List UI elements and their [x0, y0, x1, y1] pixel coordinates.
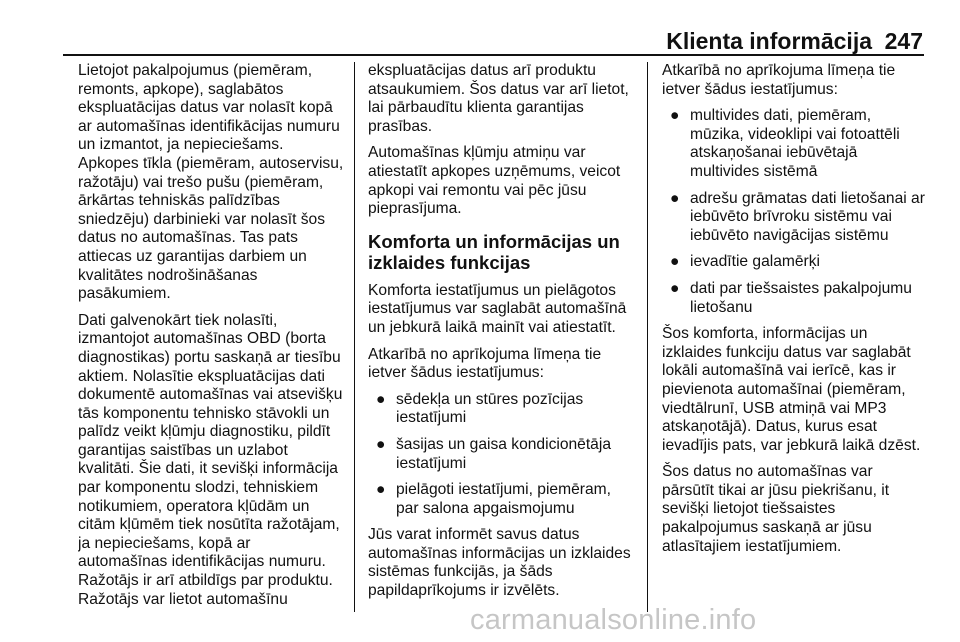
- column-left: [78, 62, 344, 618]
- list-item: [368, 391, 634, 428]
- list-item-text: šasijas un gaisa kondicionētāja iestatījumi: [396, 435, 611, 472]
- column-divider: [354, 62, 355, 612]
- paragraph: Komforta iestatījumus un pielāgotos iestatījumus var saglabāt automašīnā un jebkurā laikā mainīt vai atiestatīt.: [368, 281, 627, 336]
- bullet-icon: ●: [670, 253, 680, 271]
- paragraph: Dati galvenokārt tiek nolasīti, izmantojot automašīnas OBD (borta diagnostikas) portu saskaņā ar tiesību aktiem. Nolasītie ekspluatācijas dati dokumentē automašīnas vai atsevišķu tās komponentu tehnisko stāvokli un palīdz veikt kļūmju diagnostiku, pildīt garantijas saistības un uzlabot kvalitāti. Šie dati, it sevišķi informācija par komponentu slodzi, tehniskiem notikumiem, operatora kļūdām un citām kļūmēm tiek nosūtīta ražotājam, ja nepieciešams, kopā ar automašīnas identifikācijas numuru. Ražotājs ir arī atbildīgs par produktu. Ražotājs var lietot automašīnu: [78, 311, 343, 608]
- bullet-list: [368, 391, 634, 519]
- column-right: [662, 62, 928, 618]
- bullet-icon: ●: [376, 435, 386, 453]
- page-number: 247: [884, 28, 923, 54]
- paragraph: Automašīnas kļūmju atmiņu var atiestatīt apkopes uzņēmums, veicot apkopi vai remontu vai pēc jūsu pieprasījuma.: [368, 144, 621, 218]
- column-divider: [647, 62, 648, 612]
- bullet-icon: ●: [670, 189, 680, 207]
- bullet-icon: ●: [670, 279, 680, 297]
- list-item: [662, 107, 928, 181]
- paragraph: Šos komforta, informācijas un izklaides funkciju datus var saglabāt lokāli automašīnā vai ierīcē, kas ir pievienota automašīnai (piemēram, viedtālrunī, USB atmiņā vai MP3 atskaņotājā). Datus, kurus esat ievadījis pats, var jebkurā laikā dzēst.: [662, 325, 921, 454]
- paragraph: Šos datus no automašīnas var pārsūtīt tikai ar jūsu piekrišanu, it sevišķi lietojot tiešsaistes pakalpojumus saskaņā ar jūsu atlasītajiem iestatījumiem.: [662, 463, 890, 555]
- bullet-icon: ●: [670, 107, 680, 125]
- bullet-list: [662, 107, 928, 317]
- list-item: [368, 436, 634, 473]
- list-item: [662, 280, 928, 317]
- list-item-text: adrešu grāmatas dati lietošanai ar iebūvēto brīvroku sistēmu vai iebūvēto navigācijas sistēmu: [690, 189, 925, 244]
- watermark: carmanualsonline.info: [470, 604, 757, 636]
- page-header: [0, 0, 960, 58]
- paragraph: Jūs varat informēt savus datus automašīnas informācijas un izklaides sistēmas funkcijās, ja šāds papildaprīkojums ir izvēlēts.: [368, 526, 631, 600]
- column-middle: [368, 62, 634, 618]
- list-item: [368, 481, 634, 518]
- paragraph: ekspluatācijas datus arī produktu atsaukumiem. Šos datus var arī lietot, lai pārbaudītu klienta garantijas prasības.: [368, 62, 629, 135]
- list-item-text: sēdekļa un stūres pozīcijas iestatījumi: [396, 390, 584, 427]
- list-item-text: dati par tiešsaistes pakalpojumu lietošanu: [690, 279, 912, 316]
- paragraph: Lietojot pakalpojumus (piemēram, remonts, apkope), saglabātos ekspluatācijas datus var nolasīt kopā ar automašīnas identifikācijas numuru un izmantot, ja nepieciešams. Apkopes tīkla (piemēram, autoservisu, ražotāju) vai trešo pušu (piemēram, ārkārtas tehniskās palīdzības sniedzēju) darbinieki var nolasīt šos datus no automašīnas. Tas pats attiecas uz garantijas darbiem un kvalitātes nodrošināšanas pasākumiem.: [78, 62, 344, 303]
- bullet-icon: ●: [376, 390, 386, 408]
- paragraph: Atkarībā no aprīkojuma līmeņa tie ietver šādus iestatījumus:: [662, 62, 896, 98]
- paragraph: Atkarībā no aprīkojuma līmeņa tie ietver šādus iestatījumus:: [368, 345, 602, 382]
- section-heading: Komforta un informācijas un izklaides funkcijas: [368, 230, 620, 274]
- bullet-icon: ●: [376, 481, 386, 499]
- header-rule: [63, 54, 924, 56]
- list-item: [662, 253, 928, 272]
- list-item-text: pielāgoti iestatījumi, piemēram, par salona apgaismojumu: [396, 481, 611, 517]
- list-item-text: ievadītie galamērķi: [690, 253, 821, 271]
- list-item-text: multivides dati, piemēram, mūzika, videoklipi vai fotoattēli atskaņošanai iebūvētajā multivides sistēmā: [690, 107, 900, 180]
- list-item: [662, 190, 928, 246]
- page-title: Klienta informācija: [666, 28, 872, 54]
